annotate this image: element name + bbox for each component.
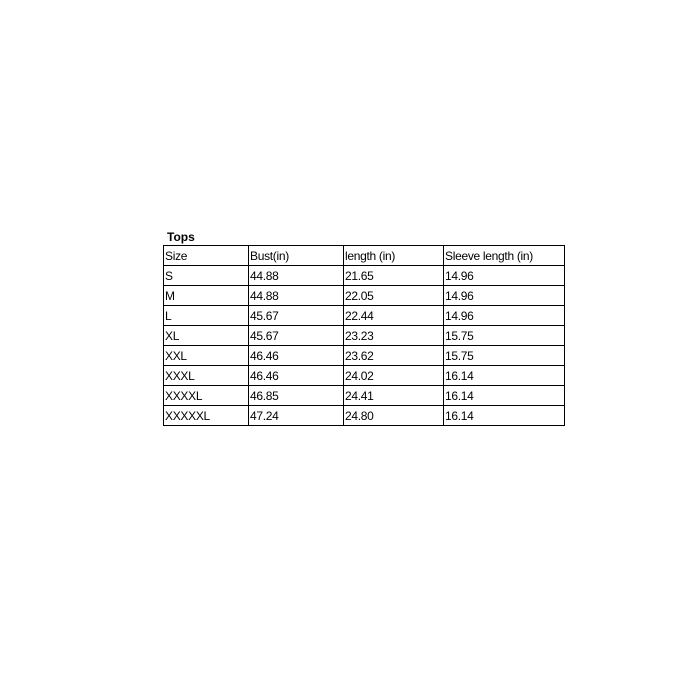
- length-cell: 23.62: [344, 346, 444, 366]
- length-cell: 22.44: [344, 306, 444, 326]
- sleeve-cell: 14.96: [444, 266, 565, 286]
- bust-cell: 45.67: [249, 326, 344, 346]
- size-cell: XXL: [164, 346, 249, 366]
- header-sleeve-length: Sleeve length (in): [444, 246, 565, 266]
- length-cell: 22.05: [344, 286, 444, 306]
- bust-cell: 46.46: [249, 366, 344, 386]
- size-cell: S: [164, 266, 249, 286]
- sleeve-cell: 15.75: [444, 326, 565, 346]
- header-bust: Bust(in): [249, 246, 344, 266]
- table-row: [164, 306, 565, 326]
- header-row: [164, 246, 565, 266]
- bust-cell: 47.24: [249, 406, 344, 426]
- bust-cell: 44.88: [249, 286, 344, 306]
- size-cell: XXXL: [164, 366, 249, 386]
- size-cell: XXXXL: [164, 386, 249, 406]
- table-row: [164, 366, 565, 386]
- sleeve-cell: 14.96: [444, 286, 565, 306]
- length-cell: 21.65: [344, 266, 444, 286]
- size-chart: [163, 229, 565, 426]
- bust-cell: 46.85: [249, 386, 344, 406]
- size-cell: M: [164, 286, 249, 306]
- sleeve-cell: 14.96: [444, 306, 565, 326]
- length-cell: 23.23: [344, 326, 444, 346]
- header-size: Size: [164, 246, 249, 266]
- length-cell: 24.41: [344, 386, 444, 406]
- table-row: [164, 346, 565, 366]
- size-table: [163, 245, 565, 426]
- sleeve-cell: 16.14: [444, 366, 565, 386]
- size-cell: L: [164, 306, 249, 326]
- table-row: [164, 406, 565, 426]
- table-row: [164, 286, 565, 306]
- length-cell: 24.02: [344, 366, 444, 386]
- chart-title: Tops: [167, 230, 195, 244]
- length-cell: 24.80: [344, 406, 444, 426]
- bust-cell: 44.88: [249, 266, 344, 286]
- size-cell: XL: [164, 326, 249, 346]
- table-row: [164, 326, 565, 346]
- sleeve-cell: 16.14: [444, 386, 565, 406]
- size-cell: XXXXXL: [164, 406, 249, 426]
- table-row: [164, 386, 565, 406]
- table-row: [164, 266, 565, 286]
- sleeve-cell: 16.14: [444, 406, 565, 426]
- sleeve-cell: 15.75: [444, 346, 565, 366]
- bust-cell: 46.46: [249, 346, 344, 366]
- bust-cell: 45.67: [249, 306, 344, 326]
- header-length: length (in): [344, 246, 444, 266]
